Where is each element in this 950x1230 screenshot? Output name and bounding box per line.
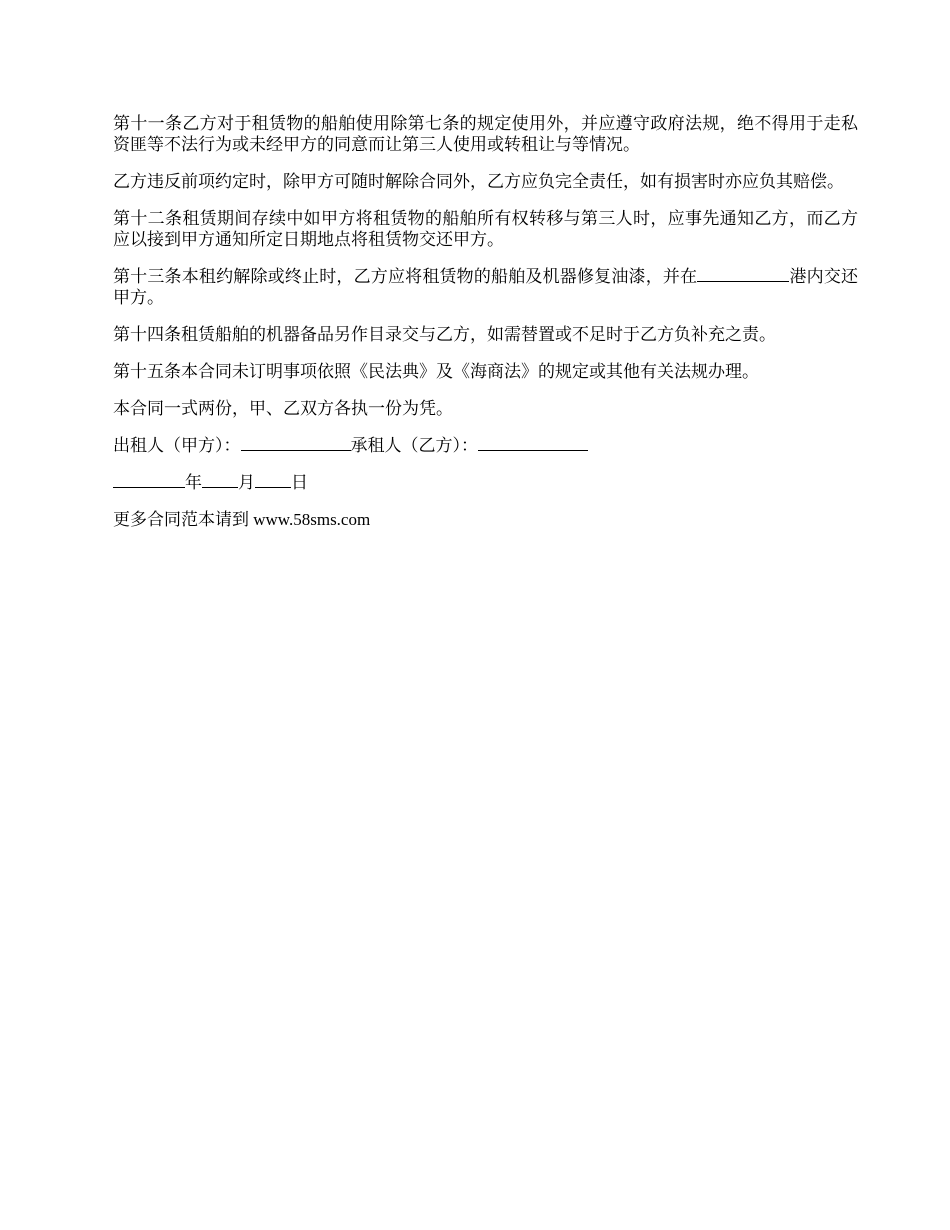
copies-statement: 本合同一式两份，甲、乙双方各执一份为凭。 <box>113 399 453 418</box>
clause-13 <box>113 266 858 308</box>
clause-11-penalty: 乙方违反前项约定时，除甲方可随时解除合同外，乙方应负完全责任，如有损害时亦应负其赔偿。 <box>113 172 844 191</box>
clause-15: 第十五条本合同未订明事项依照《民法典》及《海商法》的规定或其他有关法规办理。 <box>113 362 759 381</box>
month-label: 月 <box>238 473 255 492</box>
lessor-blank <box>241 435 351 451</box>
day-blank <box>255 472 291 488</box>
clause-13-text-after: 港内交还甲方。 <box>113 267 859 307</box>
date-line <box>113 472 858 493</box>
day-label: 日 <box>291 473 308 492</box>
clause-12: 第十二条租赁期间存续中如甲方将租赁物的船舶所有权转移与第三人时，应事先通知乙方，而乙方应以接到甲方通知所定日期地点将租赁物交还甲方。 <box>113 209 858 249</box>
clause-13-text-before: 第十三条本租约解除或终止时，乙方应将租赁物的船舶及机器修复油漆，并在 <box>113 267 698 286</box>
lessor-label: 出租人（甲方）： <box>113 436 241 455</box>
port-blank <box>697 266 789 282</box>
signature-line <box>113 435 858 456</box>
year-label: 年 <box>185 473 202 492</box>
year-blank <box>113 472 185 488</box>
clause-14: 第十四条租赁船舶的机器备品另作目录交与乙方，如需替置或不足时于乙方负补充之责。 <box>113 325 776 344</box>
clause-11: 第十一条乙方对于租赁物的船舶使用除第七条的规定使用外，并应遵守政府法规，绝不得用于走私资匪等不法行为或未经甲方的同意而让第三人使用或转租让与等情况。 <box>113 114 858 154</box>
footer-more-contracts: 更多合同范本请到 www.58sms.com <box>113 510 371 529</box>
month-blank <box>202 472 238 488</box>
document-body <box>113 113 858 546</box>
lessee-blank <box>478 435 588 451</box>
lessee-label: 承租人（乙方）： <box>350 436 478 455</box>
